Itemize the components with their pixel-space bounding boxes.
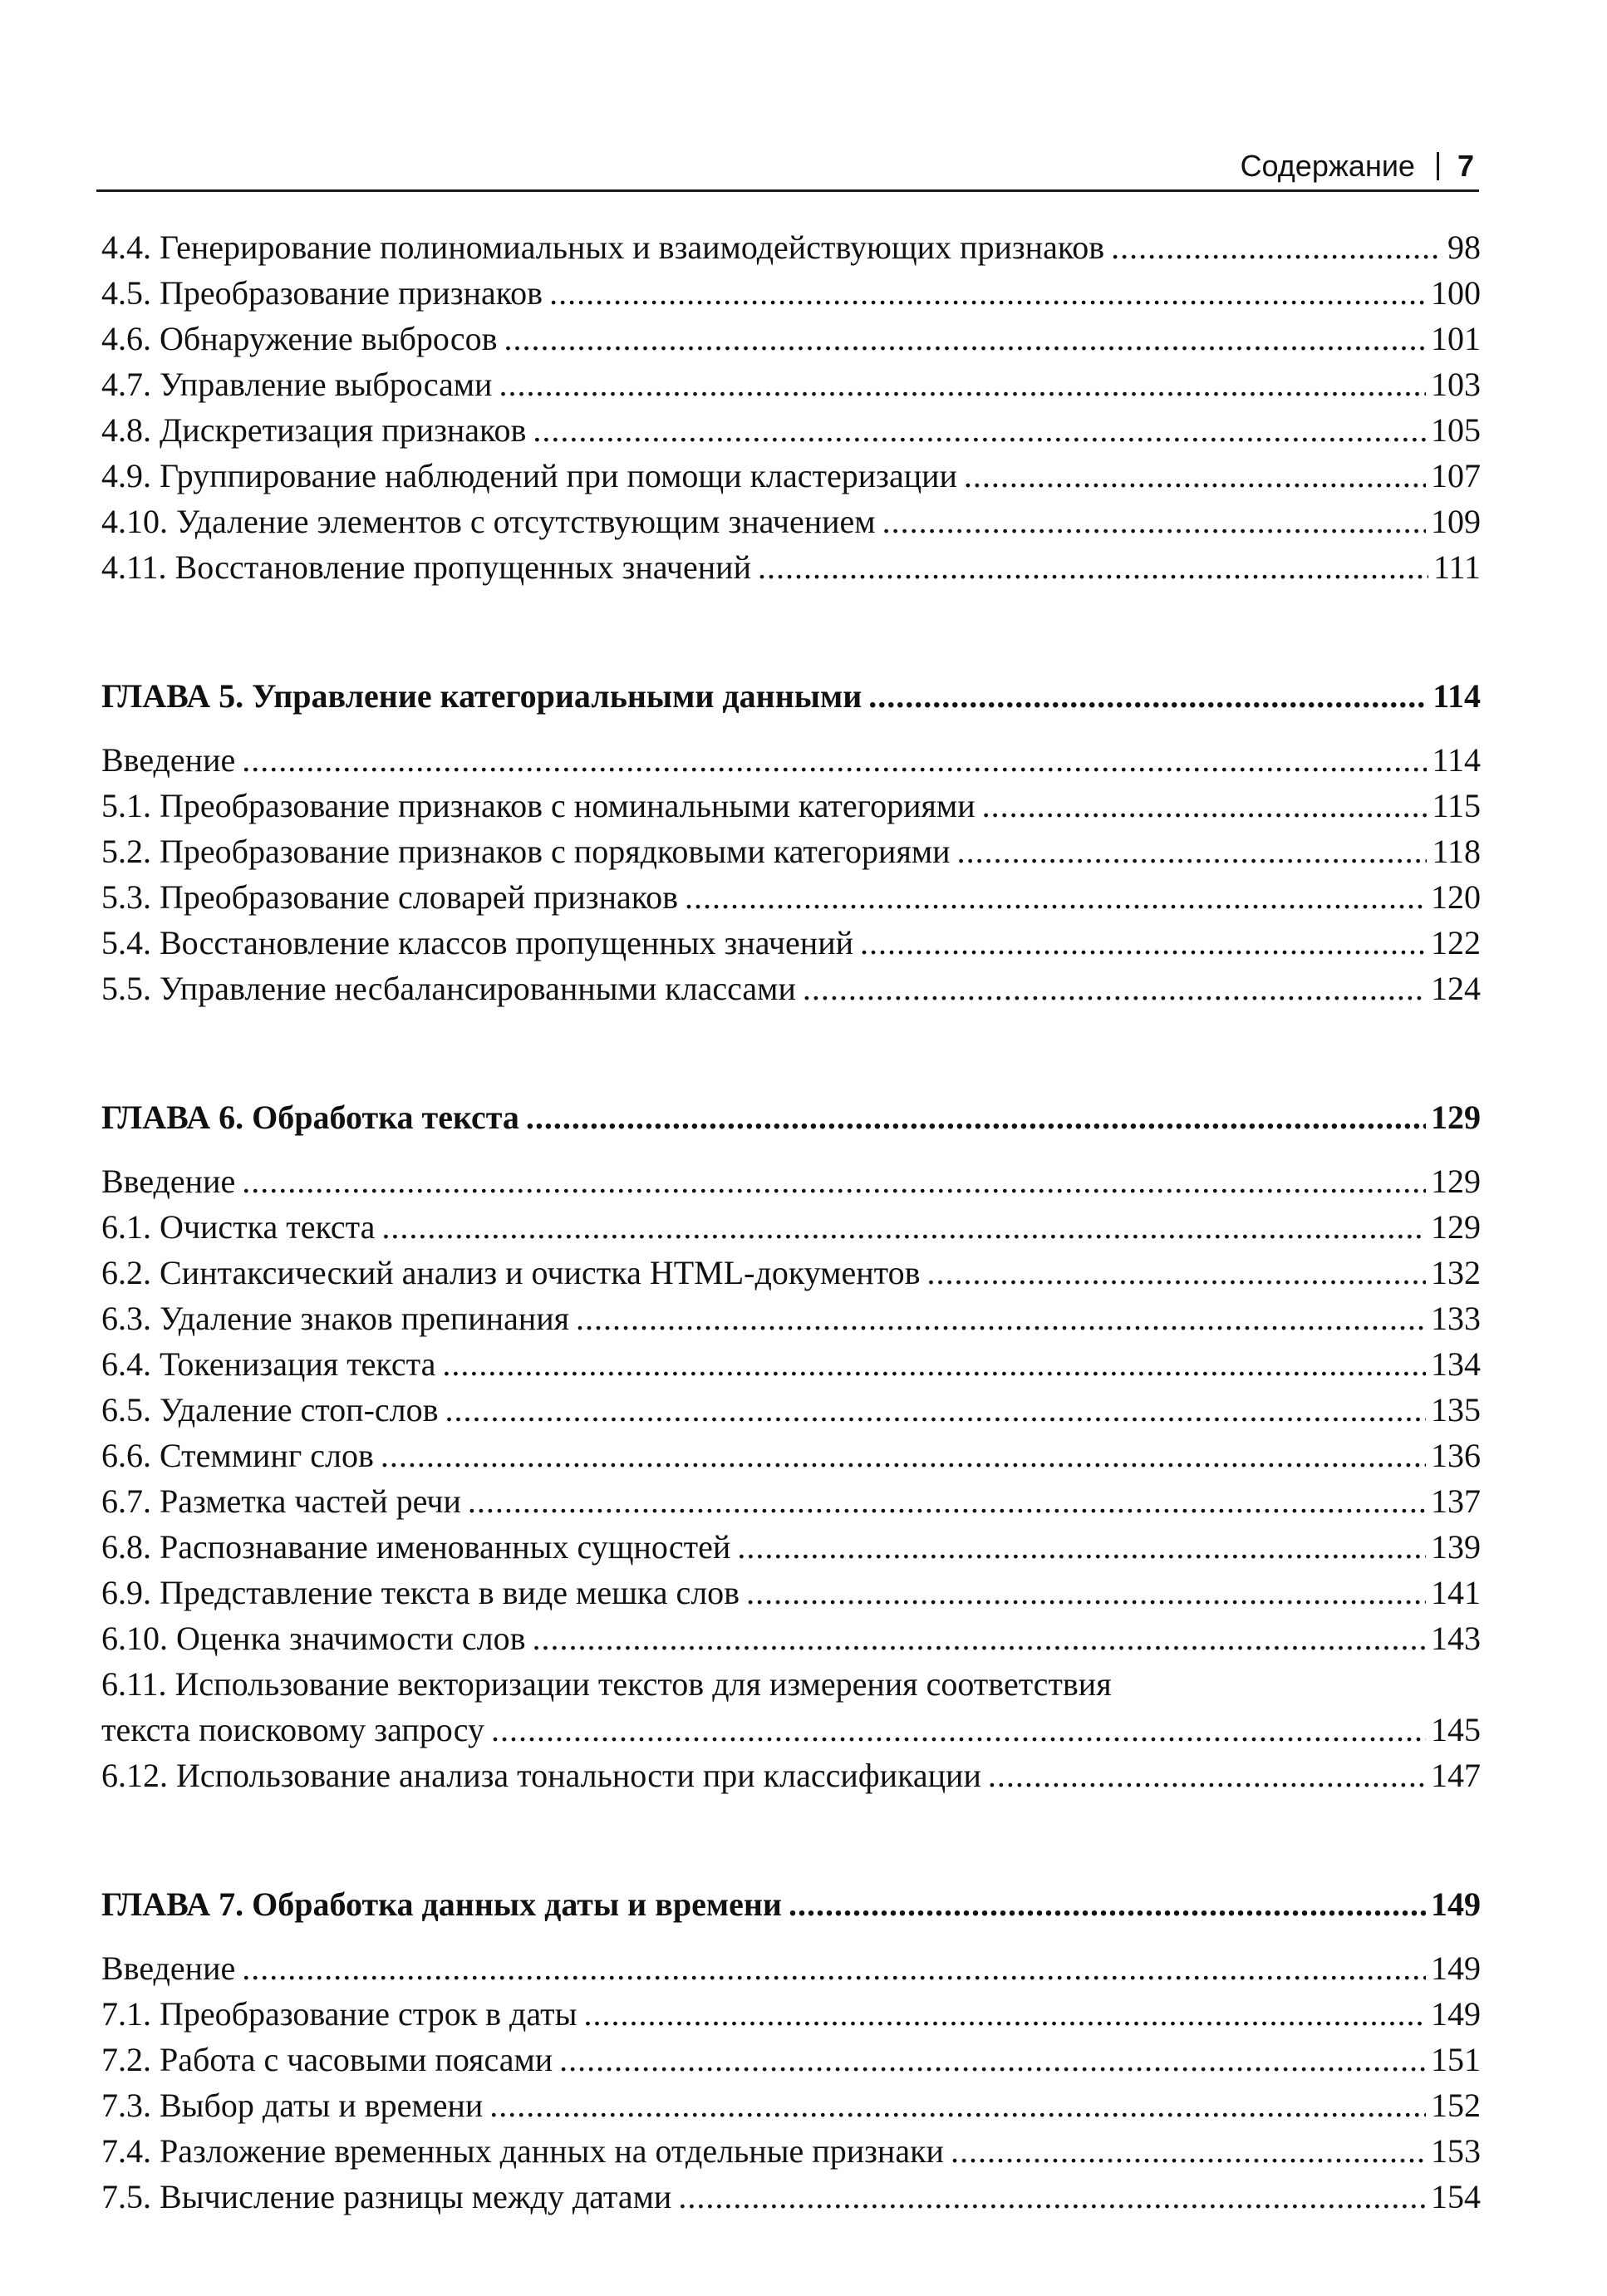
toc-leader-dots — [491, 1707, 1426, 1753]
toc-entry-title: Введение — [101, 741, 236, 779]
toc-entry[interactable] — [101, 407, 1481, 453]
toc-entry-multiline-second[interactable] — [101, 1707, 1481, 1753]
toc-entry-title: 4.5. Преобразование признаков — [101, 274, 543, 312]
toc-entry-title: 6.7. Разметка частей речи — [101, 1482, 461, 1520]
toc-entry-title: 6.4. Токенизация текста — [101, 1345, 436, 1383]
toc-entry[interactable] — [101, 316, 1481, 361]
toc-entry-page: 122 — [1431, 924, 1481, 961]
toc-entry[interactable] — [101, 1341, 1481, 1387]
toc-leader-dots — [381, 1433, 1426, 1478]
toc-entry-page: 149 — [1431, 1995, 1481, 2033]
toc-entry-page: 136 — [1431, 1437, 1481, 1474]
toc-entry[interactable] — [101, 1204, 1481, 1250]
toc-entry-page: 133 — [1431, 1300, 1481, 1337]
toc-entry[interactable] — [101, 1753, 1481, 1798]
toc-entry-page: 118 — [1432, 833, 1481, 870]
page-number: 7 — [1457, 149, 1474, 183]
toc-entry-title: 4.7. Управление выбросами — [101, 366, 493, 403]
toc-leader-dots — [868, 673, 1428, 719]
toc-entry-page: 143 — [1431, 1620, 1481, 1657]
toc-entry-page: 147 — [1431, 1757, 1481, 1794]
toc-chapter-title: ГЛАВА 7. Обработка данных даты и времени — [101, 1885, 782, 1923]
toc-entry-title: 7.4. Разложение временных данных на отдельные признаки — [101, 2132, 944, 2170]
toc-leader-dots — [957, 828, 1428, 874]
toc-entry[interactable] — [101, 1387, 1481, 1433]
toc-entry-page: 129 — [1431, 1208, 1481, 1246]
toc-leader-dots — [988, 1753, 1426, 1798]
toc-entry[interactable] — [101, 966, 1481, 1011]
toc-entry-title-line2: текста поисковому запросу — [101, 1711, 484, 1748]
toc-entry-title: 6.5. Удаление стоп-слов — [101, 1391, 439, 1428]
toc-entry[interactable] — [101, 1615, 1481, 1661]
toc-entry-page: 98 — [1447, 229, 1481, 266]
toc-chapter-5 — [101, 673, 1481, 1011]
toc-entry-title: 7.2. Работа с часовыми поясами — [101, 2041, 553, 2078]
running-header — [96, 143, 1479, 192]
toc-entry-title: 6.6. Стемминг слов — [101, 1437, 374, 1474]
toc-leader-dots — [242, 1945, 1426, 1991]
toc-leader-dots — [860, 920, 1426, 966]
toc-entry-multiline-first[interactable] — [101, 1661, 1481, 1707]
toc-entry-page: 124 — [1431, 970, 1481, 1007]
toc-entry-page: 137 — [1431, 1482, 1481, 1520]
toc-entry-title: 6.3. Удаление знаков препинания — [101, 1300, 570, 1337]
toc-leader-dots — [559, 2037, 1426, 2082]
toc-chapter-6 — [101, 1094, 1481, 1798]
toc-entry-page: 154 — [1431, 2178, 1481, 2215]
toc-chapter-heading[interactable] — [101, 1094, 1481, 1140]
toc-entry-title: 6.8. Распознавание именованных сущностей — [101, 1528, 731, 1566]
toc-entry-page: 134 — [1431, 1345, 1481, 1383]
toc-entry[interactable] — [101, 737, 1481, 783]
toc-entry-page: 153 — [1431, 2132, 1481, 2170]
toc-leader-dots — [489, 2082, 1426, 2128]
toc-entry[interactable] — [101, 2128, 1481, 2174]
toc-entry-page: 103 — [1431, 366, 1481, 403]
toc-entry-title: 4.6. Обнаружение выбросов — [101, 320, 498, 357]
section-spacer — [101, 590, 1481, 673]
toc-entry-page: 105 — [1431, 411, 1481, 449]
toc-entry-page: 139 — [1431, 1528, 1481, 1566]
table-of-contents — [101, 224, 1481, 2220]
toc-chapter-page: 149 — [1431, 1885, 1481, 1923]
toc-chapter-heading[interactable] — [101, 673, 1481, 719]
toc-entry-title: 6.9. Представление текста в виде мешка слов — [101, 1574, 740, 1611]
toc-chapter-heading[interactable] — [101, 1881, 1481, 1927]
toc-leader-dots — [504, 316, 1426, 361]
toc-leader-dots — [445, 1387, 1427, 1433]
toc-entry-title: 5.1. Преобразование признаков с номинальными категориями — [101, 787, 976, 824]
toc-leader-dots — [381, 1204, 1426, 1250]
toc-leader-dots — [685, 874, 1426, 920]
toc-leader-dots — [576, 1295, 1426, 1341]
toc-entry-page: 145 — [1431, 1711, 1481, 1748]
toc-entry[interactable] — [101, 499, 1481, 544]
toc-entry-title: 7.5. Вычисление разницы между датами — [101, 2178, 672, 2215]
toc-entry-title: 4.8. Дискретизация признаков — [101, 411, 527, 449]
header-separator — [1437, 152, 1439, 180]
toc-entry[interactable] — [101, 1295, 1481, 1341]
toc-leader-dots — [882, 499, 1426, 544]
toc-entry-page: 101 — [1431, 320, 1481, 357]
toc-leader-dots — [242, 737, 1427, 783]
toc-entry[interactable] — [101, 1524, 1481, 1570]
toc-entry-page: 115 — [1432, 787, 1481, 824]
toc-entry-page: 152 — [1431, 2087, 1481, 2124]
toc-entry-page: 114 — [1432, 741, 1481, 779]
toc-entry[interactable] — [101, 828, 1481, 874]
toc-entry[interactable] — [101, 1478, 1481, 1524]
toc-entry[interactable] — [101, 1250, 1481, 1295]
toc-leader-dots — [442, 1341, 1426, 1387]
toc-entry-title: 7.3. Выбор даты и времени — [101, 2087, 484, 2124]
toc-leader-dots — [982, 783, 1428, 828]
toc-leader-dots — [468, 1478, 1426, 1524]
toc-entry-title: 6.1. Очистка текста — [101, 1208, 376, 1246]
toc-chapter-page: 114 — [1433, 677, 1481, 715]
toc-entry-page: 141 — [1431, 1574, 1481, 1611]
toc-entry-page: 120 — [1431, 878, 1481, 916]
toc-chapter-title: ГЛАВА 6. Обработка текста — [101, 1099, 519, 1136]
toc-entry[interactable] — [101, 2037, 1481, 2082]
toc-entry-page: 109 — [1431, 503, 1481, 540]
toc-entry-title: 4.10. Удаление элементов с отсутствующим значением — [101, 503, 876, 540]
toc-entry-page: 135 — [1431, 1391, 1481, 1428]
section-spacer — [101, 1011, 1481, 1094]
toc-entry-title: 5.2. Преобразование признаков с порядковыми категориями — [101, 833, 951, 870]
chapter-spacer — [101, 1140, 1481, 1158]
toc-entry[interactable] — [101, 2082, 1481, 2128]
toc-entry[interactable] — [101, 1945, 1481, 1991]
toc-entry[interactable] — [101, 874, 1481, 920]
toc-entry-title: 4.11. Восстановление пропущенных значений — [101, 548, 751, 586]
toc-entry-title: 5.3. Преобразование словарей признаков — [101, 878, 679, 916]
toc-entry[interactable] — [101, 920, 1481, 966]
toc-leader-dots — [746, 1570, 1426, 1615]
toc-leader-dots — [1111, 224, 1442, 270]
toc-entry-title: 4.9. Группирование наблюдений при помощи кластеризации — [101, 457, 957, 494]
toc-entry-title: 4.4. Генерирование полиномиальных и взаимодействующих признаков — [101, 229, 1105, 266]
toc-entry[interactable] — [101, 1158, 1481, 1204]
section-spacer — [101, 1798, 1481, 1881]
toc-leader-dots — [583, 1991, 1426, 2037]
toc-entry-title: 5.4. Восстановление классов пропущенных значений — [101, 924, 853, 961]
toc-leader-dots — [526, 1094, 1426, 1140]
toc-entry[interactable] — [101, 2174, 1481, 2220]
toc-leader-dots — [499, 361, 1426, 407]
toc-entry[interactable] — [101, 270, 1481, 316]
toc-leader-dots — [549, 270, 1426, 316]
toc-leader-dots — [803, 966, 1426, 1011]
toc-chapter-title: ГЛАВА 5. Управление категориальными данными — [101, 677, 862, 715]
toc-entry-title: Введение — [101, 1949, 236, 1987]
toc-entry-page: 107 — [1431, 457, 1481, 494]
toc-entry-page: 111 — [1433, 548, 1481, 586]
toc-entry-title: 7.1. Преобразование строк в даты — [101, 1995, 577, 2033]
toc-leader-dots — [926, 1250, 1426, 1295]
toc-entry-title: 6.2. Синтаксический анализ и очистка HTML-документов — [101, 1254, 921, 1291]
chapter-spacer — [101, 1927, 1481, 1945]
toc-entry[interactable] — [101, 1991, 1481, 2037]
toc-entry-page: 149 — [1431, 1949, 1481, 1987]
toc-entry-page: 132 — [1431, 1254, 1481, 1291]
toc-entry-page: 100 — [1431, 274, 1481, 312]
toc-entry[interactable] — [101, 453, 1481, 499]
toc-entry[interactable] — [101, 361, 1481, 407]
toc-entry-title: 5.5. Управление несбалансированными классами — [101, 970, 796, 1007]
toc-entry[interactable] — [101, 783, 1481, 828]
toc-entry-title-line1: 6.11. Использование векторизации текстов для измерения соответствия — [101, 1665, 1112, 1703]
toc-entry-title: 6.10. Оценка значимости слов — [101, 1620, 526, 1657]
running-header-section: Содержание — [1240, 149, 1415, 183]
toc-leader-dots — [737, 1524, 1426, 1570]
chapter-spacer — [101, 719, 1481, 737]
toc-leader-dots — [951, 2128, 1426, 2174]
toc-entry[interactable] — [101, 544, 1481, 590]
toc-section-4-continued — [101, 224, 1481, 590]
toc-entry-page: 129 — [1431, 1163, 1481, 1200]
toc-leader-dots — [533, 407, 1426, 453]
toc-entry[interactable] — [101, 224, 1481, 270]
toc-chapter-page: 129 — [1431, 1099, 1481, 1136]
toc-entry[interactable] — [101, 1433, 1481, 1478]
toc-chapter-7 — [101, 1881, 1481, 2220]
toc-entry[interactable] — [101, 1570, 1481, 1615]
toc-leader-dots — [964, 453, 1426, 499]
toc-leader-dots — [532, 1615, 1426, 1661]
toc-entry-title: 6.12. Использование анализа тональности при классификации — [101, 1757, 981, 1794]
toc-entry-title: Введение — [101, 1163, 236, 1200]
toc-entry-page: 151 — [1431, 2041, 1481, 2078]
toc-leader-dots — [758, 544, 1428, 590]
toc-leader-dots — [789, 1881, 1426, 1927]
toc-leader-dots — [678, 2174, 1426, 2220]
toc-leader-dots — [242, 1158, 1426, 1204]
